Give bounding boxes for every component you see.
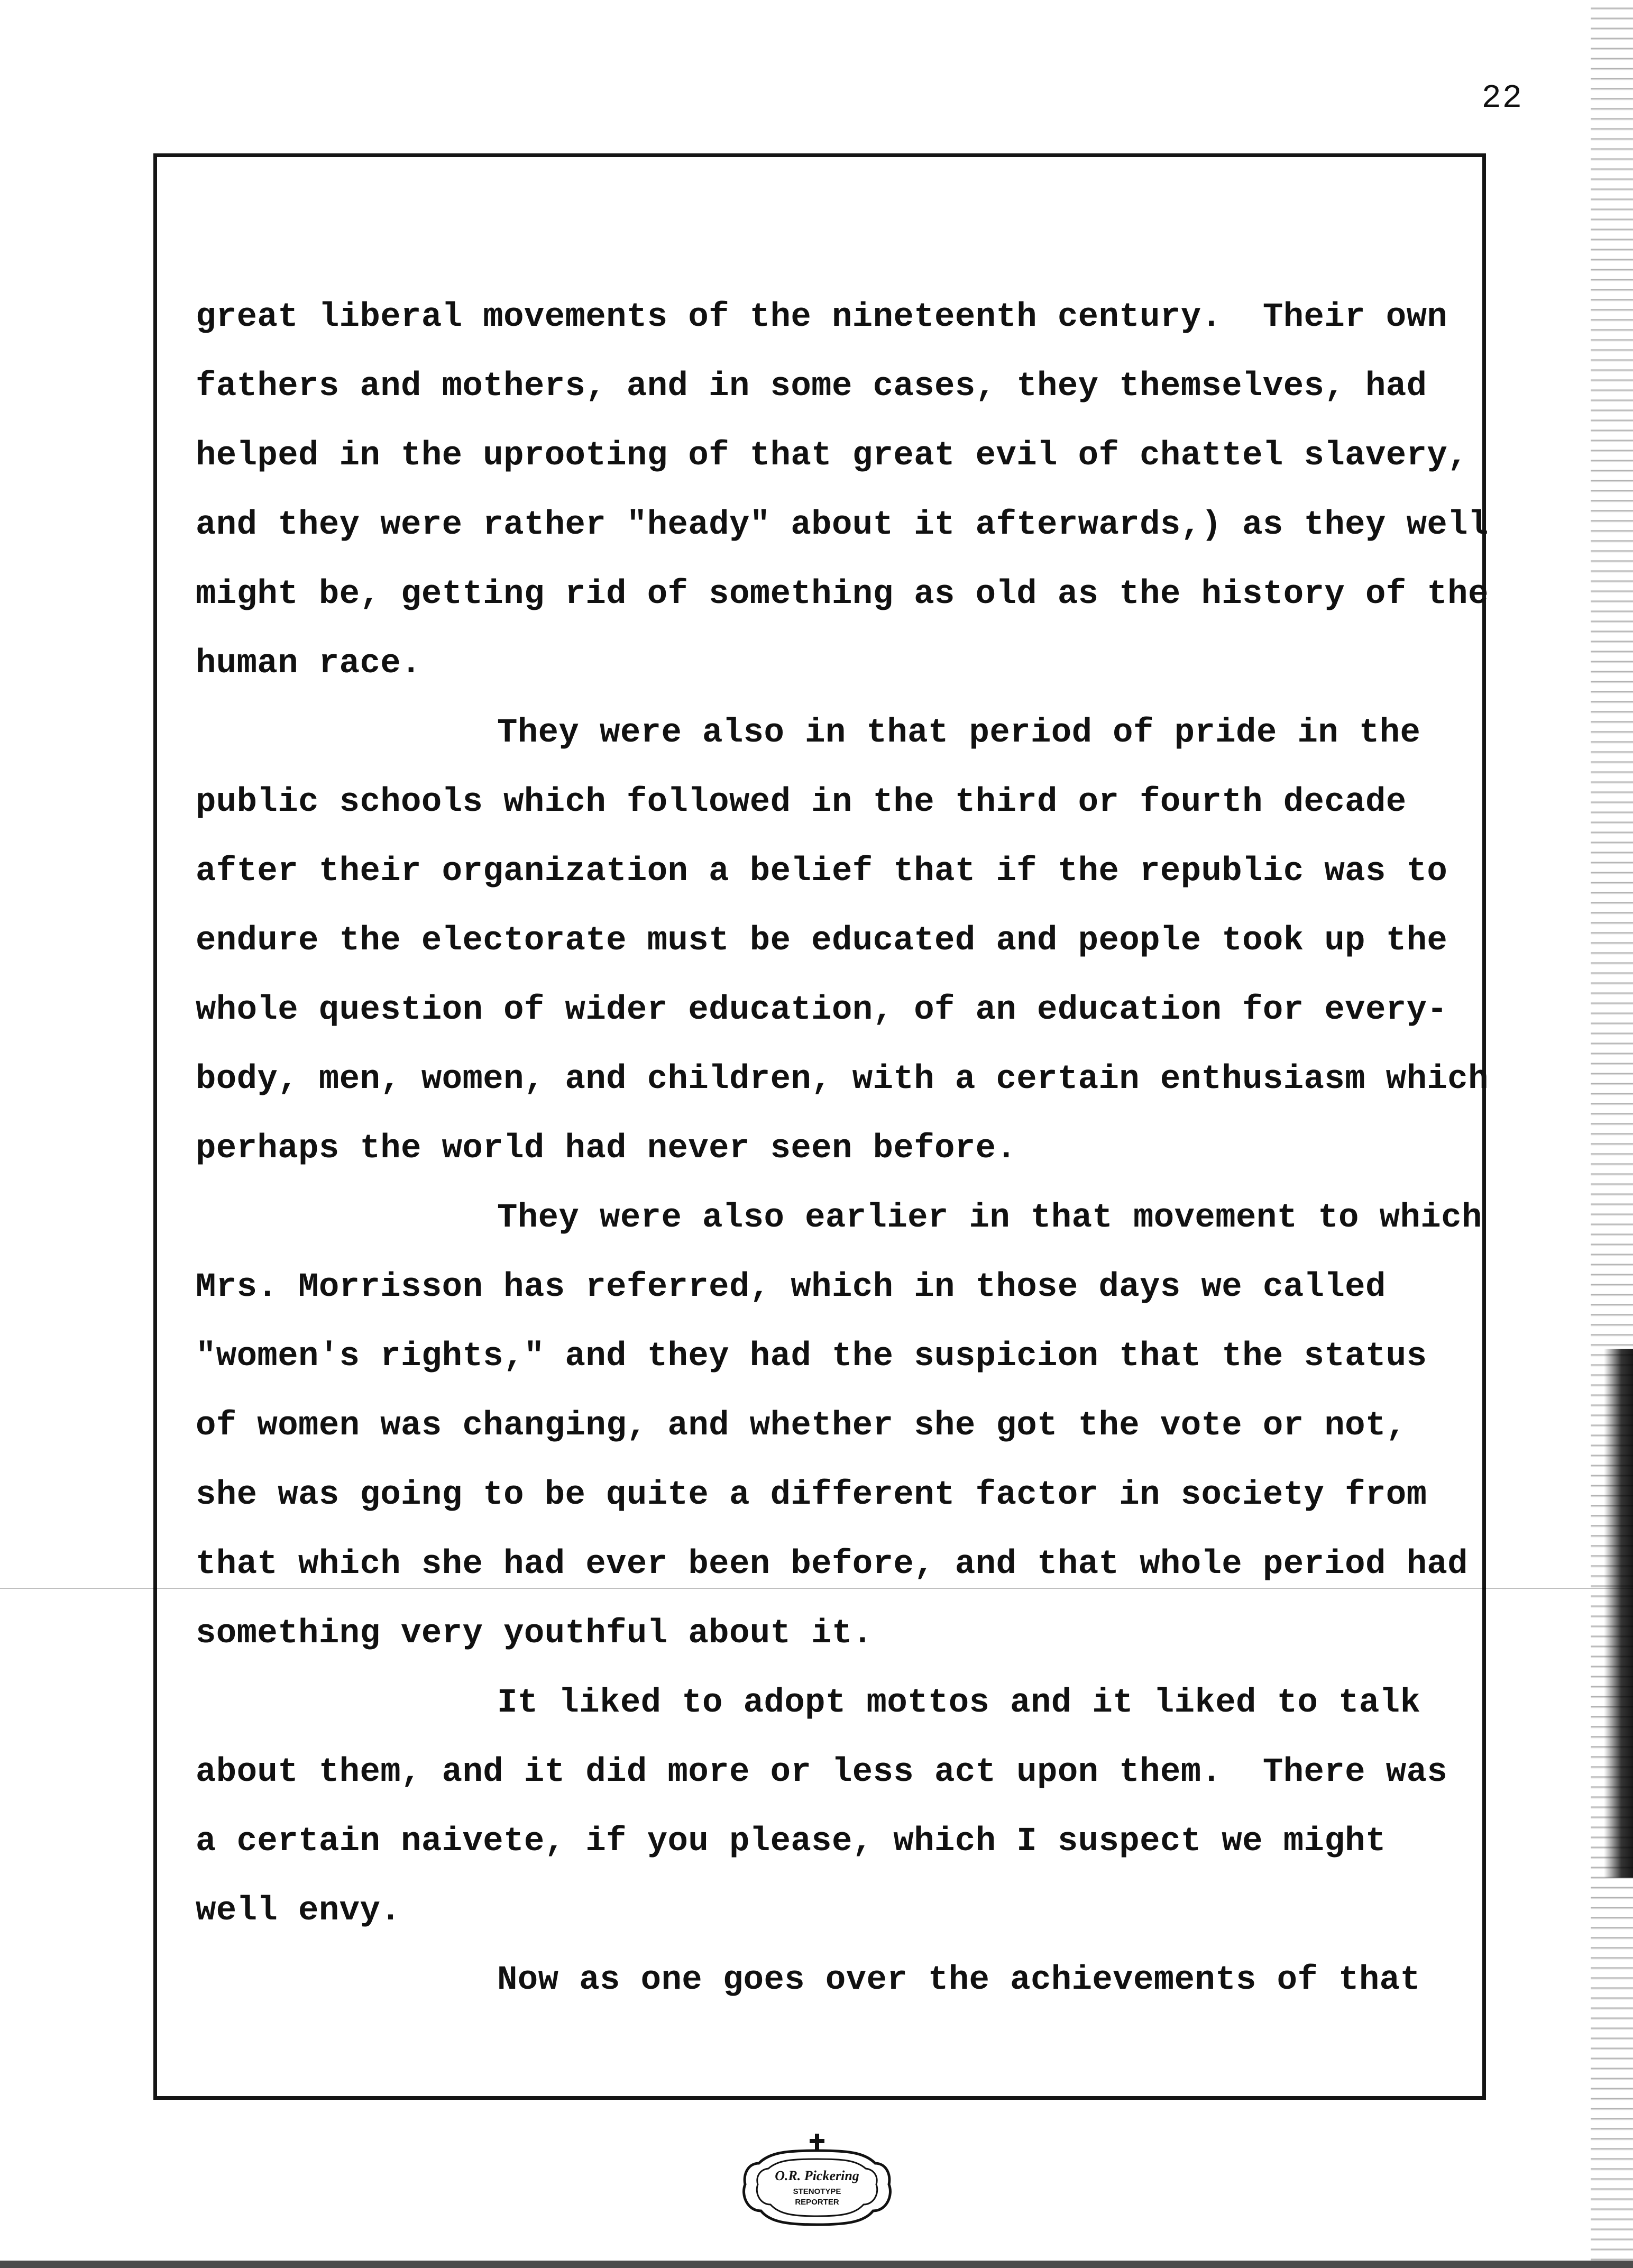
seal-name: O.R. Pickering	[775, 2168, 859, 2183]
text-line: fathers and mothers, and in some cases, they themselves, had	[196, 368, 1427, 406]
fold-line	[0, 1588, 1633, 1589]
seal-cross	[810, 2134, 824, 2150]
text-line: something very youthful about it.	[196, 1615, 873, 1653]
text-line: endure the electorate must be educated and people took up the	[196, 922, 1448, 960]
seal-line1: STENOTYPE	[793, 2187, 841, 2196]
reporter-seal-icon	[738, 2132, 896, 2232]
seal-line2: REPORTER	[795, 2198, 839, 2207]
text-line: about them, and it did more or less act upon them. There was	[196, 1753, 1448, 1791]
paragraph-start: They were also earlier in that movement to which	[497, 1199, 1482, 1237]
text-line: helped in the uprooting of that great evil of chattel slavery,	[196, 437, 1468, 475]
margin-specks	[1591, 0, 1633, 2268]
text-line: a certain naivete, if you please, which I suspect we might	[196, 1823, 1386, 1861]
text-line: and they were rather "heady" about it afterwards,) as they well	[196, 506, 1489, 544]
text-line: after their organization a belief that if the republic was to	[196, 853, 1448, 891]
margin-shadow	[1604, 1349, 1633, 1878]
text-line: human race.	[196, 645, 421, 683]
text-line: Mrs. Morrisson has referred, which in those days we called	[196, 1268, 1386, 1306]
text-line: great liberal movements of the nineteenth century. Their own	[196, 298, 1448, 336]
text-line: perhaps the world had never seen before.	[196, 1130, 1017, 1168]
document-body	[196, 283, 1489, 2015]
paragraph-start: It liked to adopt mottos and it liked to talk	[497, 1684, 1421, 1722]
text-line: that which she had ever been before, and that whole period had	[196, 1545, 1468, 1584]
text-line: of women was changing, and whether she got the vote or not,	[196, 1407, 1407, 1445]
paragraph-start: They were also in that period of pride in the	[497, 714, 1421, 752]
text-line: body, men, women, and children, with a certain enthusiasm which	[196, 1060, 1489, 1099]
text-line: whole question of wider education, of an education for every-	[196, 991, 1448, 1029]
paragraph-start: Now as one goes over the achievements of that	[497, 1961, 1421, 1999]
page-number: 22	[1481, 79, 1523, 117]
scan-bottom-edge	[0, 2261, 1633, 2268]
text-line: well envy.	[196, 1892, 401, 1930]
text-line: might be, getting rid of something as old as the history of the	[196, 575, 1489, 614]
text-line: she was going to be quite a different factor in society from	[196, 1476, 1427, 1514]
text-line: "women's rights," and they had the suspicion that the status	[196, 1338, 1427, 1376]
text-line: public schools which followed in the third or fourth decade	[196, 783, 1407, 821]
